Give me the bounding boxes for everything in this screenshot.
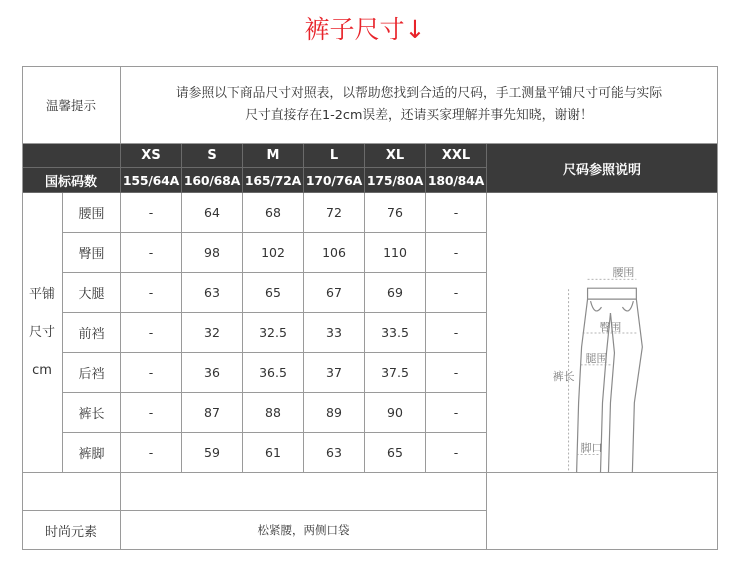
measure-value: 65 [365,433,426,473]
measure-name: 臀围 [63,233,121,273]
right-pocket [622,301,633,311]
measure-value: 33 [304,313,365,353]
measure-value: 63 [182,273,243,313]
gb-code-xs: 155/64A [121,168,182,193]
tip-label: 温馨提示 [22,66,121,144]
measure-side-label [22,193,63,473]
tip-line-1: 请参照以下商品尺寸对照表，以帮助您找到合适的尺码，手工测量平铺尺寸可能与实际 [175,85,663,101]
pants-diagram-svg [487,193,717,473]
measure-value: - [121,193,182,233]
measure-value: 64 [182,193,243,233]
right-outer-leg [632,299,642,472]
fashion-label: 时尚元素 [22,511,121,550]
gb-label: 国标码数 [22,168,121,193]
measure-name: 大腿 [63,273,121,313]
measure-value: 68 [243,193,304,233]
gb-code-m: 165/72A [243,168,304,193]
measure-name: 前裆 [63,313,121,353]
size-header-xxl: XXL [426,144,487,168]
measure-value: 106 [304,233,365,273]
measure-value: 61 [243,433,304,473]
measure-value: 36.5 [243,353,304,393]
measure-value: 110 [365,233,426,273]
measure-value: - [121,433,182,473]
measure-value: - [121,393,182,433]
diagram-thigh-label: 腿围 [585,351,608,365]
diagram-hem-label: 脚口 [580,440,603,454]
measure-value: 37 [304,353,365,393]
measure-value: 59 [182,433,243,473]
empty-value-cell [121,473,487,511]
measure-value: - [121,313,182,353]
measure-value: - [121,233,182,273]
measure-value: - [426,353,487,393]
left-pocket [591,301,602,311]
size-header-s: S [182,144,243,168]
measure-value: 88 [243,393,304,433]
side-label-flat: 平铺 [28,286,55,302]
measure-value: - [426,193,487,233]
tip-line-2: 尺寸直接存在1-2cm误差，还请买家理解并事先知晓，谢谢！ [245,107,593,123]
diagram-length-label: 裤长 [552,369,575,383]
size-header-xs: XS [121,144,182,168]
size-header-l: L [304,144,365,168]
gb-code-xl: 175/80A [365,168,426,193]
measure-value: - [426,313,487,353]
measure-name: 裤长 [63,393,121,433]
measure-value: 76 [365,193,426,233]
measure-name: 裤脚 [63,433,121,473]
measure-value: 32.5 [243,313,304,353]
measure-value: 37.5 [365,353,426,393]
measure-value: 36 [182,353,243,393]
fashion-value: 松紧腰，两侧口袋 [121,511,487,550]
side-label-unit: cm [32,362,52,378]
measure-value: - [121,273,182,313]
measure-value: - [426,233,487,273]
gb-code-s: 160/68A [182,168,243,193]
measure-value: - [121,353,182,393]
measure-value: 32 [182,313,243,353]
gb-code-l: 170/76A [304,168,365,193]
size-chart-table [22,66,718,550]
measure-value: 87 [182,393,243,433]
diagram-waist-label: 腰围 [612,265,635,279]
page-title: 裤子尺寸↓ [304,15,426,44]
measure-value: 89 [304,393,365,433]
header-corner [22,144,121,168]
size-header-xl: XL [365,144,426,168]
measure-value: 65 [243,273,304,313]
size-header-m: M [243,144,304,168]
measure-value: 33.5 [365,313,426,353]
measure-value: 69 [365,273,426,313]
measure-name: 腰围 [63,193,121,233]
measure-value: 63 [304,433,365,473]
side-label-size: 尺寸 [28,324,55,340]
measure-name: 后裆 [63,353,121,393]
measure-value: - [426,273,487,313]
measure-value: 72 [304,193,365,233]
gb-code-xxl: 180/84A [426,168,487,193]
right-inner-leg [608,313,614,472]
waistband-shape [588,288,637,299]
empty-label-cell [22,473,121,511]
measure-value: - [426,393,487,433]
measure-value: 98 [182,233,243,273]
tip-text [121,66,718,144]
pants-diagram [487,193,718,473]
diagram-hip-label: 臀围 [599,320,622,334]
measure-value: 102 [243,233,304,273]
measure-value: - [426,433,487,473]
measure-value: 90 [365,393,426,433]
measure-value: 67 [304,273,365,313]
size-reference-header: 尺码参照说明 [487,144,718,193]
